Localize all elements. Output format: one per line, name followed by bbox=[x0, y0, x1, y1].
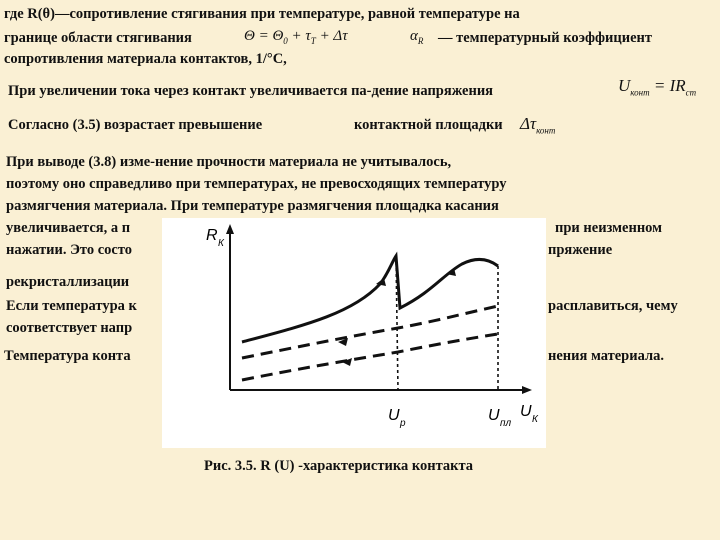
text-line-14a: Температура конта bbox=[4, 348, 131, 364]
formula-theta: $\Theta = \Theta_0 + \tau_Т + \Delta\tau$ bbox=[244, 28, 348, 46]
solid-curve bbox=[242, 256, 498, 342]
text-line-11: рекристаллизации bbox=[6, 274, 130, 290]
text-line-9a: увеличивается, а п bbox=[6, 220, 131, 236]
text-line-14b: нения материала. bbox=[548, 348, 664, 364]
rk-u-diagram bbox=[162, 218, 546, 448]
formula-alpha-r: $\alpha_R$ bbox=[410, 28, 424, 46]
x-axis-label: U bbox=[520, 403, 532, 420]
tick-upl-sub: пл bbox=[500, 418, 512, 429]
text-line-6: При выводе (3.8) изме-нение прочности материала не учитывалось, bbox=[6, 154, 452, 170]
y-axis-sub: К bbox=[218, 238, 224, 249]
text-line-5a: Согласно (3.5) возрастает превышение bbox=[8, 117, 263, 133]
tick-up-sub: р bbox=[400, 418, 406, 429]
text-line-5b: контактной площадки bbox=[354, 117, 503, 133]
x-axis-arrow bbox=[522, 386, 532, 394]
text-line-12a: Если температура к bbox=[6, 298, 137, 314]
diagram-svg bbox=[162, 218, 546, 448]
tick-up-label: U bbox=[388, 407, 400, 424]
formula-dtau: $\Delta\tau_{конт}$ bbox=[520, 114, 556, 136]
text-line-2a: границе области стягивания bbox=[4, 30, 192, 46]
text-line-12b: расплавиться, чему bbox=[548, 298, 678, 314]
dashed-curve-2 bbox=[242, 334, 498, 380]
text-line-10b: пряжение bbox=[548, 242, 613, 258]
figure-caption: Рис. 3.5. R (U) -характеристика контакта bbox=[204, 458, 474, 474]
text-line-3: сопротивления материала контактов, 1/°С, bbox=[4, 51, 287, 67]
text-line-1: где R(θ)—сопротивление стягивания при температуре, равной температуре на bbox=[4, 6, 520, 22]
formula-ucont: $U_{конт} = IR_{ст}$ bbox=[618, 76, 697, 98]
text-line-7: поэтому оно справедливо при температурах, не превосходящих температуру bbox=[6, 176, 507, 192]
text-line-10a: нажатии. Это состо bbox=[6, 242, 133, 258]
text-line-8: размягчения материала. При температуре размягчения площадка касания bbox=[6, 198, 499, 214]
text-line-2b: — температурный коэффициент bbox=[438, 30, 653, 46]
x-axis-sub: К bbox=[532, 414, 538, 425]
y-axis-arrow bbox=[226, 224, 234, 234]
text-line-4: При увеличении тока через контакт увеличивается па-дение напряжения bbox=[8, 83, 494, 99]
y-axis-label: R bbox=[206, 227, 218, 244]
text-line-9b: при неизменном bbox=[555, 220, 663, 236]
tick-upl-label: U bbox=[488, 407, 500, 424]
text-line-13: соответствует напр bbox=[6, 320, 133, 336]
